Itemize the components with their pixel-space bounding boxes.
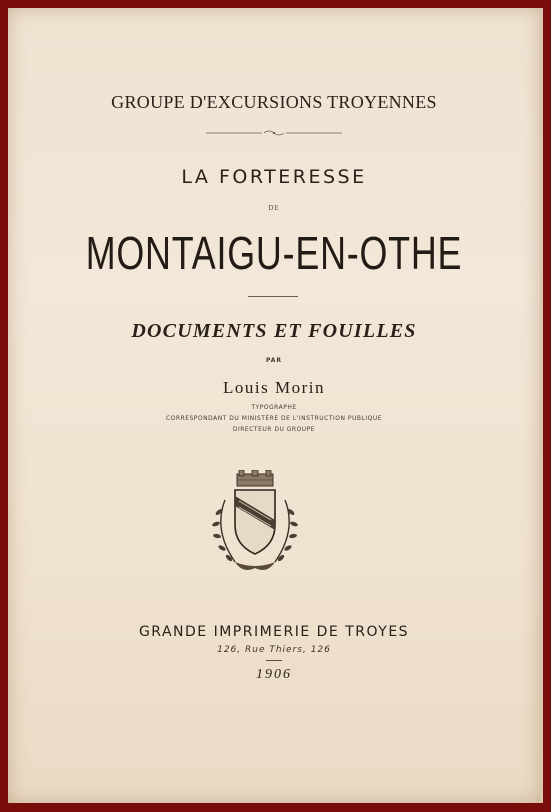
- coat-of-arms-icon: [205, 470, 305, 580]
- publication-year: 1906: [256, 667, 292, 682]
- group-heading: GROUPE D'EXCURSIONS TROYENNES: [111, 92, 437, 112]
- author-title-1: TYPOGRAPHE: [251, 404, 297, 411]
- subtitle: DOCUMENTS ET FOUILLES: [131, 320, 417, 342]
- author-title-3: DIRECTEUR DU GROUPE: [232, 426, 316, 433]
- author-title-2: CORRESPONDANT DU MINISTÈRE DE L'INSTRUCTION PUBLIQUE: [165, 415, 383, 422]
- ornament-divider-icon: [204, 128, 344, 138]
- publisher-name: GRANDE IMPRIMERIE DE TROYES: [138, 624, 410, 640]
- title-line-1: LA FORTERESSE: [181, 166, 367, 188]
- publisher-address: 126, Rue Thiers, 126: [217, 645, 331, 655]
- title-rule: [248, 296, 298, 297]
- book-cover-page: [8, 8, 543, 803]
- main-title: MONTAIGU-EN-OTHE: [85, 227, 463, 279]
- title-connector: DE: [268, 204, 280, 212]
- author-name: Louis Morin: [223, 378, 325, 397]
- publisher-rule: [266, 660, 282, 661]
- byline-par: PAR: [265, 357, 283, 364]
